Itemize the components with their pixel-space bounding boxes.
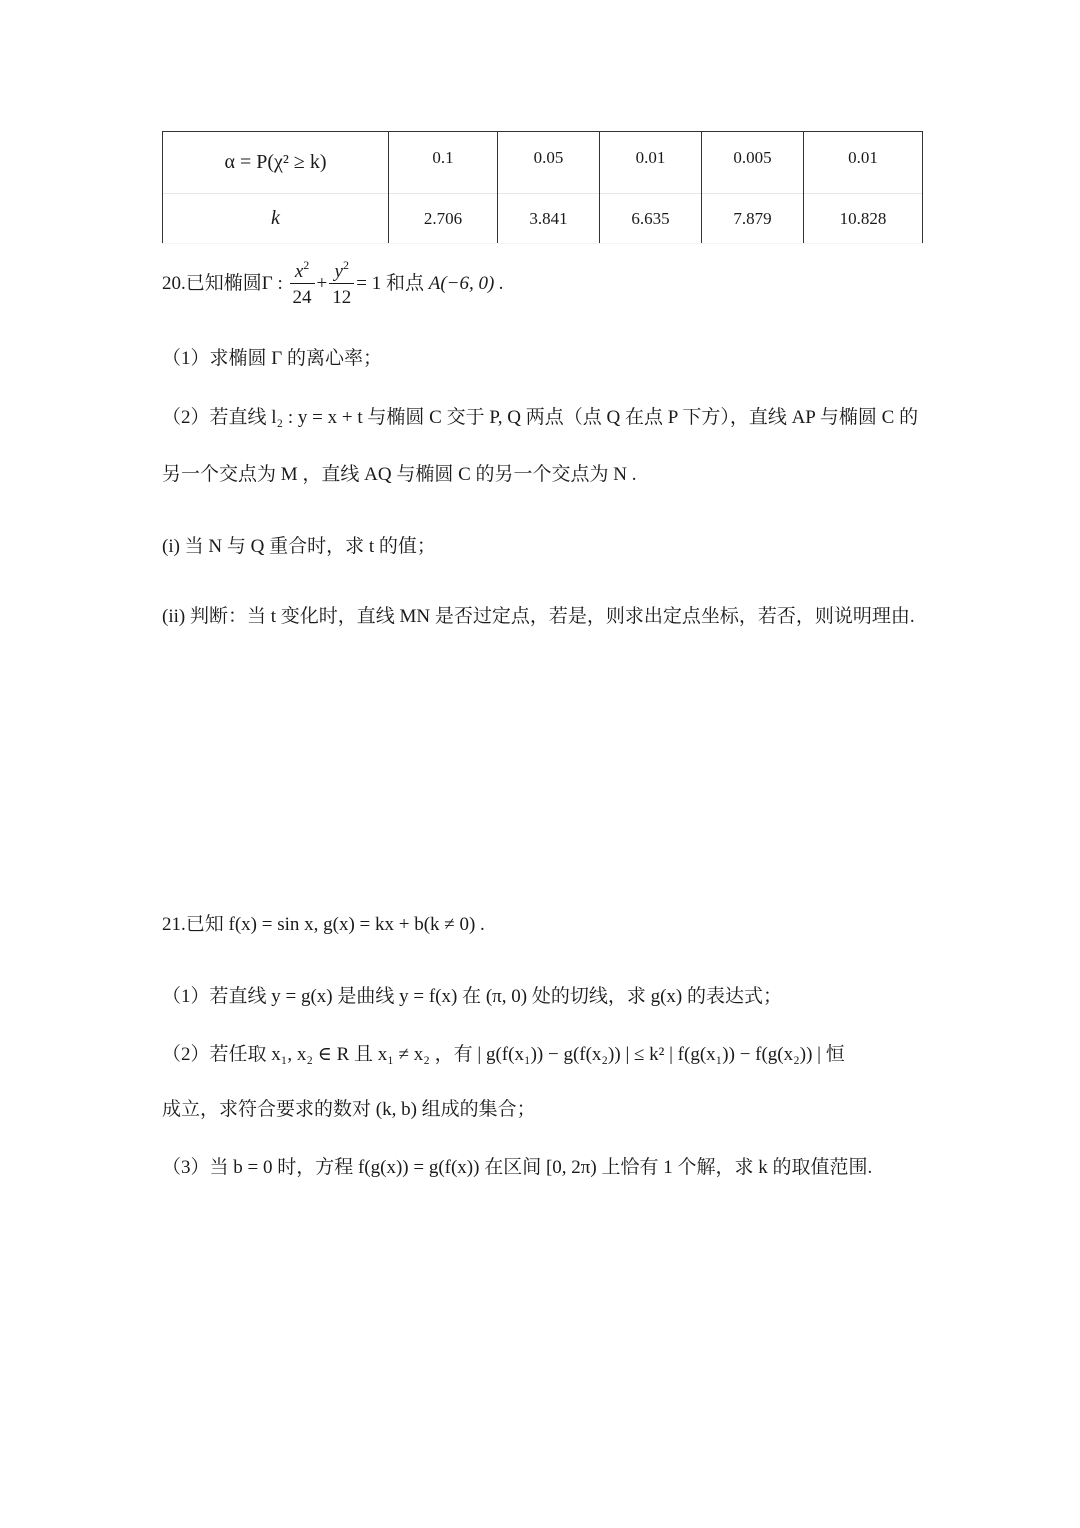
gamma-symbol: Γ xyxy=(261,272,273,294)
q20-intro xyxy=(162,258,504,308)
plus-sign: + xyxy=(316,272,328,294)
alpha-cell: 0.01 xyxy=(600,132,702,194)
frac1-numerator: x xyxy=(294,261,304,282)
fraction-y2-over-12: $\frac{y^2}{12}$ xyxy=(329,262,354,307)
k-row xyxy=(163,194,923,244)
q20-part1: （1）求椭圆 Γ 的离心率； xyxy=(162,348,382,369)
frac2-denominator: 12 xyxy=(332,287,352,308)
q21-part1: （1）若直线 y = g(x) 是曲线 y = f(x) 在 (π, 0) 处的切线，求 g(x) 的表达式； xyxy=(162,986,782,1007)
chi-square-critical-value-table xyxy=(162,131,923,244)
k-cell: 6.635 xyxy=(600,194,702,244)
q20-part2-line2: 另一个交点为 M ，直线 AQ 与椭圆 C 的另一个交点为 N . xyxy=(162,464,637,485)
alpha-header-cell: α = P(χ² ≥ k) xyxy=(163,132,389,194)
q21-intro: 21.已知 f(x) = sin x, g(x) = kx + b(k ≠ 0) . xyxy=(162,914,485,935)
alpha-cell: 0.01 xyxy=(804,132,923,194)
point-a: A(−6, 0) . xyxy=(428,272,504,294)
k-header-cell: k xyxy=(163,194,389,244)
alpha-cell: 0.005 xyxy=(702,132,804,194)
and-point-text: 和点 xyxy=(385,272,424,294)
q20-intro-prefix: 20.已知椭圆 xyxy=(162,272,262,294)
k-cell: 2.706 xyxy=(389,194,498,244)
alpha-cell: 0.05 xyxy=(498,132,600,194)
k-cell: 7.879 xyxy=(702,194,804,244)
frac2-numerator: y xyxy=(334,261,343,282)
k-cell: 3.841 xyxy=(498,194,600,244)
k-cell: 10.828 xyxy=(804,194,923,244)
equals-one: = 1 xyxy=(356,272,382,294)
q20-sub-i: (i) 当 N 与 Q 重合时，求 t 的值； xyxy=(162,536,436,557)
q21-part3: （3）当 b = 0 时，方程 f(g(x)) = g(f(x)) 在区间 [0, 2π) 上恰有 1 个解，求 k 的取值范围. xyxy=(162,1157,873,1178)
q20-part2-line1: （2）若直线 l₂ : y = x + t 与椭圆 C 交于 P, Q 两点（点 Q 在点 P 下方），直线 AP 与椭圆 C 的 xyxy=(162,407,919,428)
frac1-denominator: 24 xyxy=(292,287,312,308)
colon: : xyxy=(272,272,283,294)
q21-part2-line2: 成立，求符合要求的数对 (k, b) 组成的集合； xyxy=(162,1099,536,1120)
q21-part2-line1: （2）若任取 x₁, x₂ ∈ R 且 x₁ ≠ x₂ ，有 | g(f(x₁)) − g(f(x₂)) | ≤ k² | f(g(x₁)) − f(g(x₂)) | 恒 xyxy=(162,1044,845,1065)
fraction-x2-over-24: $\frac{x^2}{24}$ xyxy=(290,262,315,307)
q20-sub-ii: (ii) 判断：当 t 变化时，直线 MN 是否过定点，若是，则求出定点坐标，若否，则说明理由. xyxy=(162,606,915,627)
alpha-row xyxy=(163,132,923,194)
alpha-cell: 0.1 xyxy=(389,132,498,194)
